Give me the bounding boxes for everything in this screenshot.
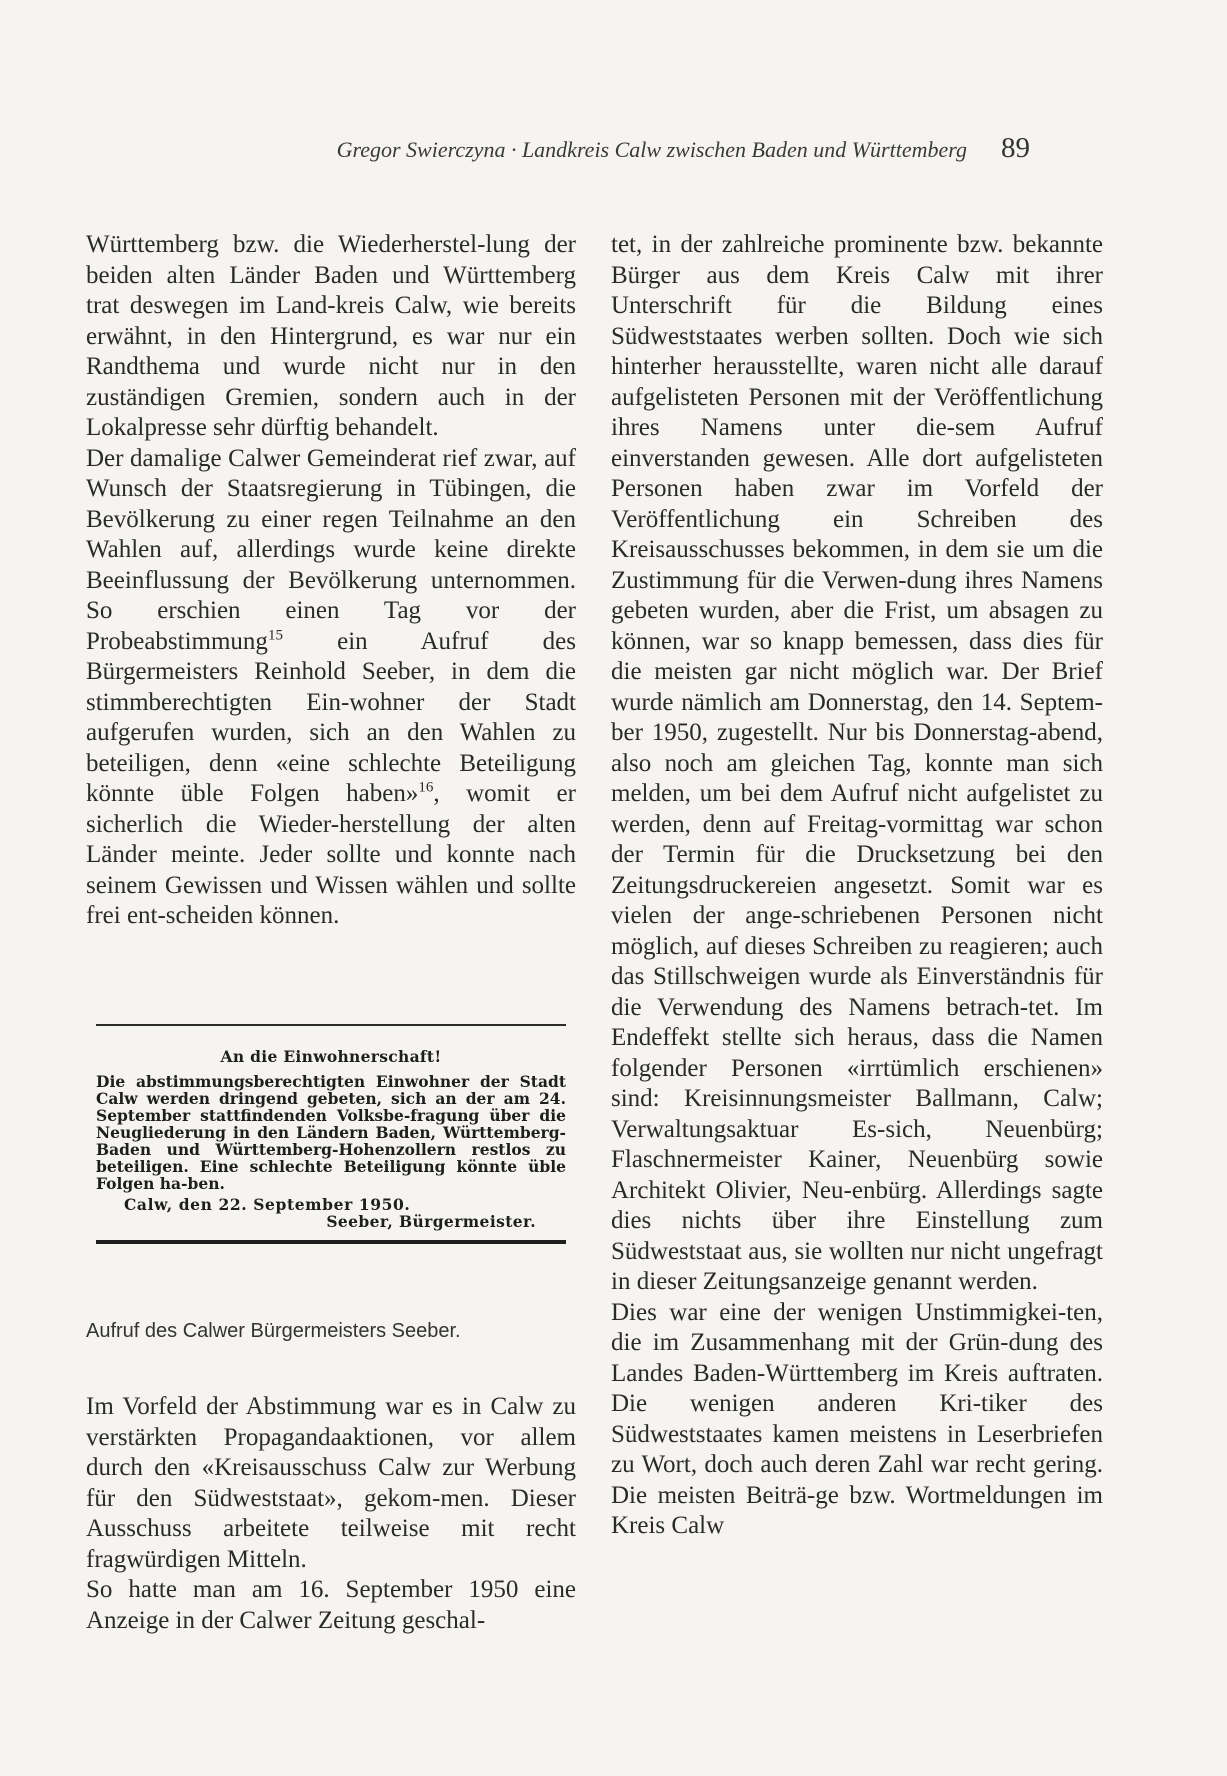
- clipping-body: Die abstimmungsberechtigten Einwohner der Stadt Calw werden dringend gebeten, sich an der am 24. September stattfindenden Volksbe-fragung über die Neugliederung in den Ländern Baden, Württemberg-Baden und Württemberg-Hohenzollern restlos zu beteiligen. Eine schlechte Beteiligung könnte üble Folgen ha-ben.: [96, 1072, 566, 1193]
- left-paragraph-2-part-1: Der damalige Calwer Gemeinderat rief zwar, auf Wunsch der Staatsregierung in Tübingen, die Bevölkerung zu einer regen Teilnahme an den Wahlen auf, allerdings wurde keine direkte Beeinflussung der Bevölkerung unternommen. So erschien einen Tag vor der Probeabstimmung: [86, 444, 576, 655]
- running-title: Gregor Swierczyna · Landkreis Calw zwischen Baden und Württemberg: [336, 137, 967, 162]
- clipping-title: An die Einwohnerschaft!: [220, 1047, 442, 1066]
- footnote-ref-15[interactable]: 15: [267, 627, 283, 644]
- left-column-lower: [86, 1392, 576, 1636]
- left-paragraph-1: Württemberg bzw. die Wiederherstel-lung der beiden alten Länder Baden und Württemberg trat deswegen im Land-kreis Calw, wie bereits erwähnt, in den Hintergrund, es war nur ein Randthema und wurde nicht nur in den zuständigen Gremien, sondern auch in der Lokalpresse sehr dürftig behandelt.: [86, 231, 576, 441]
- newspaper-clipping: [96, 1024, 566, 1302]
- left-paragraph-2: [86, 444, 576, 932]
- left-paragraph-2-part-3: , womit er sicherlich die Wieder-herstellung der alten Länder meinte. Jeder sollte und konnte nach seinem Gewissen und Wissen wählen und sollte frei ent-scheiden können.: [86, 780, 576, 929]
- left-column: [86, 230, 576, 932]
- right-column: [611, 230, 1103, 1542]
- left-paragraph-2-part-2: ein Aufruf des Bürgermeisters Reinhold Seeber, in dem die stimmberechtigten Ein-wohner der Stadt aufgerufen wurden, sich an den Wahlen zu beteiligen, denn «eine schlechte Beteiligung könnte üble Folgen haben»: [86, 627, 576, 807]
- clipping-signature: Seeber, Bürgermeister.: [326, 1212, 536, 1231]
- right-paragraph-2: Dies war eine der wenigen Unstimmigkei-ten, die im Zusammenhang mit der Grün-dung des Landes Baden-Württemberg im Kreis auftraten. Die wenigen anderen Kri-tiker des Südweststaates kamen meistens in Leserbriefen zu Wort, doch auch deren Zahl war recht gering. Die meisten Beiträ-ge bzw. Wortmeldungen im Kreis Calw: [611, 1298, 1103, 1539]
- clipping-top-rule: [96, 1024, 566, 1026]
- running-header: [270, 132, 1030, 165]
- page-number: 89: [1001, 132, 1030, 164]
- right-paragraph-1: tet, in der zahlreiche prominente bzw. bekannte Bürger aus dem Kreis Calw mit ihrer Unterschrift für die Bildung eines Südweststaates werben sollten. Doch wie sich hinterher herausstellte, waren nicht alle darauf aufgelisteten Personen mit der Veröffentlichung ihres Namens unter die-sem Aufruf einverstanden gewesen. Alle dort aufgelisteten Personen haben zwar im Vorfeld der Veröffentlichung ein Schreiben des Kreisausschusses bekommen, in dem sie um die Zustimmung für die Verwen-dung ihres Namens gebeten wurden, aber die Frist, um absagen zu können, war so knapp bemessen, dass dies für die meisten gar nicht möglich war. Der Brief wurde nämlich am Donnerstag, den 14. Septem-ber 1950, zugestellt. Nur bis Donnerstag-abend, also noch am gleichen Tag, konnte man sich melden, um bei dem Aufruf nicht aufgelistet zu werden, denn auf Freitag-vormittag war schon der Termin für die Drucksetzung bei den Zeitungsdruckereien angesetzt. Somit war es vielen der ange-schriebenen Personen nicht möglich, auf dieses Schreiben zu reagieren; auch das Stillschweigen wurde als Einverständnis für die Verwendung des Namens betrach-tet. Im Endeffekt stellte sich heraus, dass die Namen folgender Personen «irrtümlich erschienen» sind: Kreisinnungsmeister Ballmann, Calw; Verwaltungsaktuar Es-sich, Neuenbürg; Flaschnermeister Kainer, Neuenbürg sowie Architekt Olivier, Neu-enbürg. Allerdings sagte dies nichts über ihre Einstellung zum Südweststaat aus, sie wollten nur nicht ungefragt in dieser Zeitungsanzeige genannt werden.: [611, 231, 1103, 1295]
- figure-caption: Aufruf des Calwer Bürgermeisters Seeber.: [86, 1320, 461, 1342]
- left-paragraph-3: Im Vorfeld der Abstimmung war es in Calw zu verstärkten Propagandaaktionen, vor allem durch den «Kreisausschuss Calw zur Werbung für den Südweststaat», gekom-men. Dieser Ausschuss arbeitete teilweise mit recht fragwürdigen Mitteln.: [86, 1393, 576, 1573]
- footnote-ref-16[interactable]: 16: [418, 779, 434, 796]
- clipping-bottom-rule: [96, 1240, 566, 1244]
- left-paragraph-4: So hatte man am 16. September 1950 eine Anzeige in der Calwer Zeitung geschal-: [86, 1576, 576, 1634]
- clipping-place-date: Calw, den 22. September 1950.: [124, 1195, 411, 1214]
